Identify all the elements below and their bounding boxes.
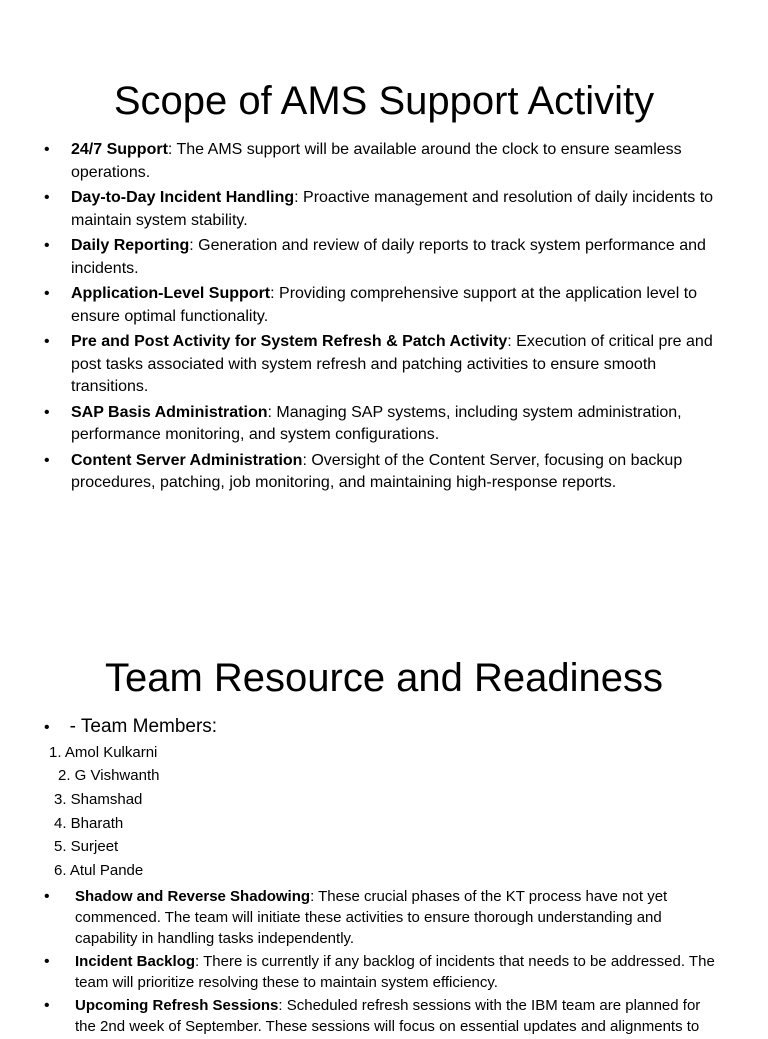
bullet-icon: • (44, 237, 50, 254)
bullet-text: : Managing SAP systems, including system administration, performance monitoring, and system configurations. (71, 403, 682, 443)
team-member: 6. Atul Pande (54, 862, 144, 879)
bullet-icon: • (44, 953, 50, 970)
team-members-label: - Team Members: (69, 716, 218, 737)
slide-title: Scope of AMS Support Activity (113, 78, 655, 123)
slide-title: Team Resource and Readiness (104, 655, 664, 700)
bullet-term: Daily Reporting (71, 237, 190, 254)
readiness-bullet-shadowing (44, 886, 720, 949)
bullet-text: : Generation and review of daily reports to track system performance and incidents. (71, 237, 706, 277)
bullet-term: Content Server Administration (71, 451, 303, 469)
bullet-text: : Scheduled refresh sessions with the IBM team are planned for the 2nd week of September. These sessions will focus on essential updates and alignments to (75, 997, 701, 1035)
bullet-term: SAP Basis Administration (71, 403, 268, 421)
scope-bullet-content-server (44, 450, 728, 495)
scope-bullet-refresh-patch (44, 331, 728, 399)
bullet-icon: • (44, 451, 50, 469)
bullet-term: Pre and Post Activity for System Refresh & Patch Activity (71, 333, 508, 350)
readiness-bullet-list (44, 886, 720, 1039)
bullet-icon: • (44, 285, 50, 302)
bullet-term: Upcoming Refresh Sessions (75, 997, 279, 1014)
bullet-text: : Oversight of the Content Server, focusing on backup procedures, patching, job monitoring, and maintaining high-response reports. (71, 451, 683, 491)
team-member: 4. Bharath (54, 815, 124, 832)
scope-bullet-list (44, 139, 728, 498)
team-members-heading (44, 714, 217, 741)
scope-bullet-sap-basis (44, 402, 728, 447)
readiness-bullet-refresh-sessions (44, 995, 720, 1037)
bullet-text: : There is currently if any backlog of incidents that needs to be addressed. The team will prioritize resolving these to maintain system efficiency. (75, 953, 715, 991)
scope-bullet-daily-reporting (44, 235, 728, 280)
bullet-text: : Execution of critical pre and post tasks associated with system refresh and patching activities to ensure smooth transitions. (71, 333, 713, 395)
scope-bullet-application-support (44, 283, 728, 328)
bullet-icon: • (44, 403, 50, 421)
bullet-text: : Providing comprehensive support at the application level to ensure optimal functionality. (71, 285, 698, 325)
scope-bullet-24-7-support (44, 139, 728, 184)
bullet-term: Shadow and Reverse Shadowing (75, 888, 311, 905)
team-member: 1. Amol Kulkarni (49, 744, 158, 761)
slide-team-resource (0, 560, 768, 1035)
team-member: 3. Shamshad (54, 791, 143, 808)
bullet-text: : The AMS support will be available around the clock to ensure seamless operations. (71, 141, 682, 181)
bullet-icon: • (44, 888, 50, 905)
readiness-bullet-incident-backlog (44, 951, 720, 993)
bullet-term: Application-Level Support (71, 285, 271, 302)
bullet-term: Incident Backlog (75, 953, 196, 970)
bullet-icon: • (44, 141, 50, 158)
scope-bullet-incident-handling (44, 187, 728, 232)
bullet-icon: • (44, 997, 50, 1014)
bullet-icon: • (44, 333, 50, 350)
bullet-text: : These crucial phases of the KT process have not yet commenced. The team will initiate these activities to ensure thorough understanding and capability in handling tasks independently. (75, 888, 668, 947)
bullet-icon: • (44, 719, 50, 736)
team-member: 2. G Vishwanth (58, 767, 160, 784)
bullet-term: Day-to-Day Incident Handling (71, 189, 295, 206)
bullet-icon: • (44, 189, 50, 206)
bullet-text: : Proactive management and resolution of daily incidents to maintain system stability. (71, 189, 714, 229)
team-member: 5. Surjeet (54, 838, 119, 855)
bullet-term: 24/7 Support (71, 141, 168, 158)
